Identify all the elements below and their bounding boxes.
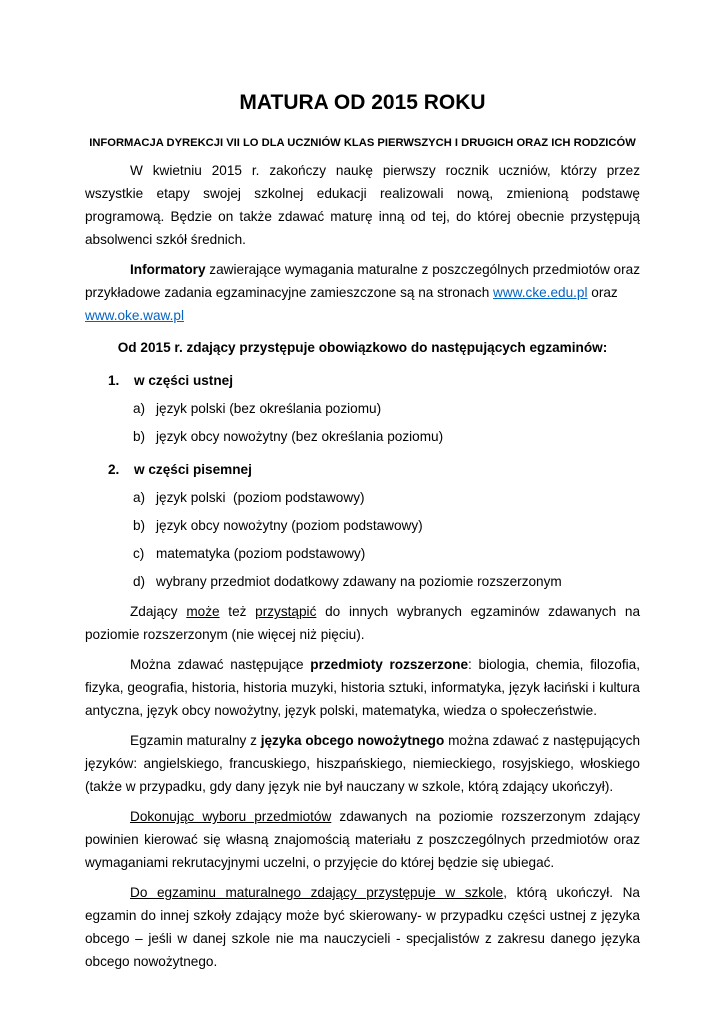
text-fragment: Egzamin maturalny z bbox=[130, 733, 261, 748]
list-item-oral bbox=[85, 369, 640, 392]
underlined-may: może bbox=[186, 604, 220, 619]
sub-letter: a) bbox=[133, 401, 146, 416]
exams-list bbox=[85, 369, 640, 593]
sub-text: wybrany przedmiot dodatkowy zdawany na poziomie rozszerzonym bbox=[156, 574, 562, 589]
paragraph-intro: W kwietniu 2015 r. zakończy naukę pierwszy rocznik uczniów, którzy przez wszystkie etapy swojej szkolnej edukacji realizowali nową, zmienioną podstawę programową. Będzie on także zdawać maturę inną od tej, do której obecnie przystępują absolwenci szkół średnich. bbox=[85, 163, 640, 247]
extended-subjects-bold: przedmioty rozszerzone bbox=[310, 657, 469, 672]
foreign-language-bold: języka obcego nowożytnego bbox=[260, 733, 445, 748]
oke-link[interactable]: www.oke.waw.pl bbox=[85, 308, 184, 323]
sub-item bbox=[85, 397, 640, 420]
text-fragment: , którą ukończył. Na egzamin do innej szkoły zdający może być skierowany- w przypadku części ustnej z języka obcego – jeśli w danej szkole nie ma nauczycieli - specjalistów z zakresu danego języka obcego nowożytnego. bbox=[85, 885, 640, 969]
underlined-school: Do egzaminu maturalnego zdający przystępuje w szkole bbox=[130, 885, 504, 900]
sub-letter: d) bbox=[133, 574, 146, 589]
underlined-choice: Dokonując wyboru przedmiotów bbox=[130, 809, 332, 824]
sub-letter: a) bbox=[133, 490, 146, 505]
paragraph-informators bbox=[85, 258, 640, 327]
cke-link[interactable]: www.cke.edu.pl bbox=[493, 285, 588, 300]
text-fragment: : biologia, chemia, filozofia, fizyka, geografia, historia, historia muzyki, historia sztuki, informatyka, język łaciński i kultura antyczna, język obcy nowożytny, język polski, matematyka, wiedza o społeczeństwie. bbox=[85, 657, 640, 718]
sub-text: język obcy nowożytny (poziom podstawowy) bbox=[156, 518, 423, 533]
sub-text: matematyka (poziom podstawowy) bbox=[156, 546, 366, 561]
sub-item bbox=[85, 425, 640, 448]
informators-between: oraz bbox=[587, 285, 618, 300]
text-fragment: Zdający bbox=[130, 604, 187, 619]
sub-item bbox=[85, 570, 640, 593]
text-fragment: można zdawać z następujących języków: angielskiego, francuskiego, hiszpańskiego, niemieckiego, rosyjskiego, włoskiego (także w przypadku, gdy dany język nie był nauczany w szkole, którą zdający ukończył). bbox=[85, 733, 641, 794]
sub-text: język polski (poziom podstawowy) bbox=[156, 490, 365, 505]
list-label: w części pisemnej bbox=[134, 462, 252, 477]
paragraph-school bbox=[85, 881, 640, 973]
list-label: w części ustnej bbox=[134, 373, 233, 388]
underlined-take: przystąpić bbox=[255, 604, 317, 619]
sub-letter: b) bbox=[133, 518, 146, 533]
sub-item bbox=[85, 514, 640, 537]
text-fragment: też bbox=[219, 604, 256, 619]
paragraph-extended-subjects bbox=[85, 653, 640, 722]
list-number: 2. bbox=[108, 462, 120, 477]
sub-letter: c) bbox=[133, 546, 145, 561]
paragraph-additional-exams bbox=[85, 600, 640, 646]
text-fragment: do innych wybranych egzaminów zdawanych na poziomie rozszerzonym (nie więcej niż pięciu). bbox=[85, 604, 641, 642]
list-number: 1. bbox=[108, 373, 120, 388]
informators-bold: Informatory bbox=[130, 262, 206, 277]
sub-item bbox=[85, 486, 640, 509]
list-item-written bbox=[85, 458, 640, 481]
text-fragment: zdawanych na poziomie rozszerzonym zdający powinien kierować się własną znajomością materiału z poszczególnych przedmiotów oraz wymaganiami rekrutacyjnymi uczelni, o przyjęcie do której będzie się ubiegać. bbox=[85, 809, 641, 870]
informators-text: zawierające wymagania maturalne z poszczególnych przedmiotów oraz przykładowe zadania egzaminacyjne zamieszczone są na stronach bbox=[85, 262, 640, 300]
paragraph-choice bbox=[85, 805, 640, 874]
sub-item bbox=[85, 542, 640, 565]
sub-text: język obcy nowożytny (bez określania poziomu) bbox=[156, 429, 444, 444]
paragraph-foreign-language bbox=[85, 729, 640, 798]
sub-letter: b) bbox=[133, 429, 146, 444]
document-subtitle: INFORMACJA DYREKCJI VII LO DLA UCZNIÓW KLAS PIERWSZYCH I DRUGICH ORAZ ICH RODZICÓW bbox=[89, 137, 636, 149]
text-fragment: Można zdawać następujące bbox=[130, 657, 311, 672]
exams-heading: Od 2015 r. zdający przystępuje obowiązkowo do następujących egzaminów: bbox=[117, 340, 608, 355]
page-title: MATURA OD 2015 ROKU bbox=[239, 91, 486, 114]
sub-text: język polski (bez określania poziomu) bbox=[156, 401, 382, 416]
